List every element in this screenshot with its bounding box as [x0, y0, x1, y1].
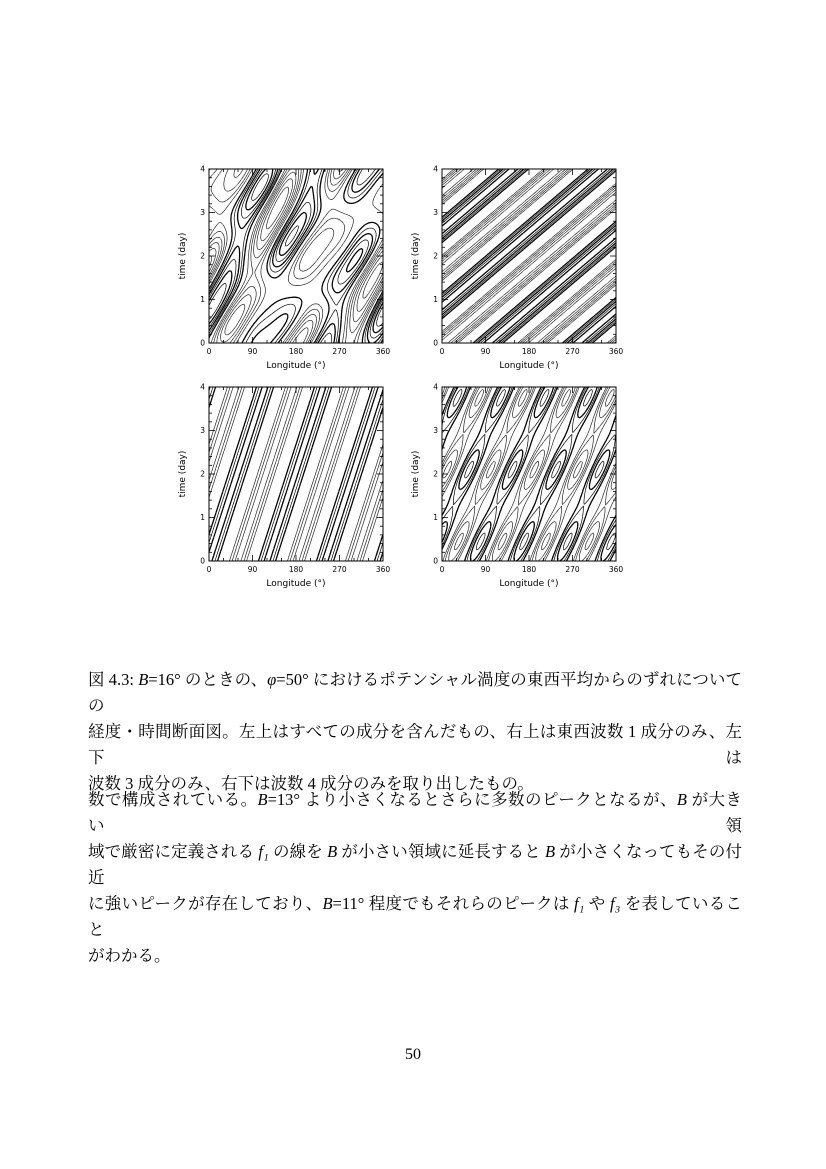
x-tick-label: 180: [288, 347, 304, 356]
y-tick-label: 2: [433, 251, 438, 261]
contour-plot-wavenumber-4: [404, 379, 626, 597]
x-tick-label: 270: [332, 347, 347, 356]
figure-caption: [88, 667, 742, 797]
contour-lines-w3: [209, 387, 383, 561]
y-tick-label: 4: [200, 164, 205, 174]
plot-canvas-w4: [404, 379, 626, 597]
y-tick-label: 0: [433, 338, 438, 348]
y-tick-label: 1: [433, 295, 438, 304]
y-axis-title: time (day): [411, 450, 421, 498]
x-tick-label: 180: [288, 565, 304, 574]
plot-canvas-w3: [171, 379, 393, 597]
x-tick-label: 0: [439, 565, 445, 574]
contour-plot-wavenumber-1: [404, 161, 626, 379]
y-tick-label: 4: [433, 164, 438, 174]
x-tick-label: 0: [206, 347, 212, 356]
x-axis-title: Longitude (°): [499, 579, 559, 589]
y-tick-label: 3: [200, 208, 205, 217]
y-tick-label: 4: [200, 382, 205, 392]
x-tick-label: 360: [375, 565, 391, 574]
x-tick-label: 90: [247, 347, 258, 356]
y-tick-label: 1: [200, 295, 205, 304]
page-number: 50: [405, 1046, 421, 1063]
x-tick-label: 270: [565, 347, 580, 356]
text-line: に強いピークが存在しており、B=11° 程度でもそれらのピークは f₁ や f₃ を表していること: [88, 894, 743, 939]
x-tick-label: 360: [608, 347, 624, 356]
x-tick-label: 0: [439, 347, 445, 356]
x-tick-label: 0: [206, 565, 212, 574]
text-line: 波数 3 成分のみ、右下は波数 4 成分のみを取り出したもの。: [88, 774, 534, 793]
body-paragraph: [88, 787, 742, 969]
contour-plot-all-components: [171, 161, 393, 379]
y-tick-label: 4: [433, 382, 438, 392]
contour-plot-wavenumber-3: [171, 379, 393, 597]
contour-lines-w1: [442, 169, 616, 343]
y-tick-label: 1: [200, 513, 205, 522]
text-line: 経度・時間断面図。左上はすべての成分を含んだもの、右上は東西波数 1 成分のみ、左下は: [88, 722, 742, 767]
text-line: がわかる。: [88, 946, 171, 965]
y-tick-label: 3: [433, 426, 438, 435]
x-tick-label: 180: [521, 347, 537, 356]
y-tick-label: 3: [200, 426, 205, 435]
y-tick-label: 1: [433, 513, 438, 522]
text-line: 数で構成されている。B=13° より小さくなるとさらに多数のピークとなるが、B が大きい領: [88, 790, 742, 835]
y-tick-label: 3: [433, 208, 438, 217]
text-line: 図 4.3: B=16° のときの、φ=50° におけるポテンシャル渦度の東西平均からのずれについての: [88, 670, 742, 715]
contour-lines-w4: [442, 387, 616, 561]
contour-lines-all: [209, 169, 383, 343]
x-axis-title: Longitude (°): [499, 361, 559, 371]
x-tick-label: 270: [565, 565, 580, 574]
y-tick-label: 0: [433, 556, 438, 566]
x-tick-label: 180: [521, 565, 537, 574]
y-tick-label: 0: [200, 556, 205, 566]
y-tick-label: 0: [200, 338, 205, 348]
x-axis-title: Longitude (°): [266, 361, 326, 371]
y-tick-label: 2: [200, 469, 205, 479]
y-tick-label: 2: [433, 469, 438, 479]
y-axis-title: time (day): [178, 232, 188, 280]
x-axis-title: Longitude (°): [266, 579, 326, 589]
x-tick-label: 270: [332, 565, 347, 574]
x-tick-label: 360: [608, 565, 624, 574]
plot-canvas-w1: [404, 161, 626, 379]
y-tick-label: 2: [200, 251, 205, 261]
x-tick-label: 90: [480, 347, 491, 356]
x-tick-label: 90: [480, 565, 491, 574]
plot-canvas-all: [171, 161, 393, 379]
y-axis-title: time (day): [178, 450, 188, 498]
text-line: 域で厳密に定義される f₁ の線を B が小さい領域に延長すると B が小さくなってもその付近: [88, 842, 743, 887]
x-tick-label: 360: [375, 347, 391, 356]
y-axis-title: time (day): [411, 232, 421, 280]
x-tick-label: 90: [247, 565, 258, 574]
